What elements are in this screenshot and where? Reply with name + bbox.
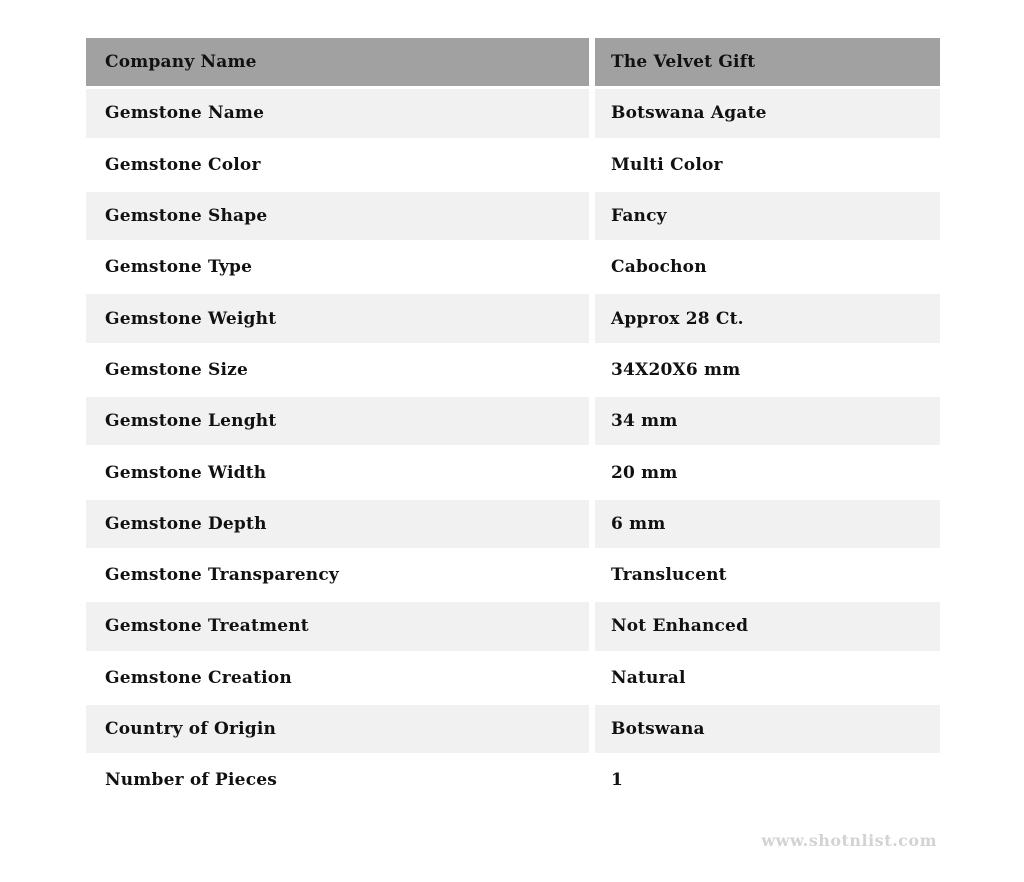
spec-value: Multi Color xyxy=(595,141,940,189)
spec-value: Fancy xyxy=(595,192,940,240)
table-row xyxy=(86,756,940,804)
table-row xyxy=(86,346,940,394)
spec-label: Gemstone Name xyxy=(86,89,589,137)
spec-value: Not Enhanced xyxy=(595,602,940,650)
spec-label: Gemstone Weight xyxy=(86,294,589,342)
spec-value: Natural xyxy=(595,654,940,702)
table-row xyxy=(86,89,940,137)
spec-value: 34 mm xyxy=(595,397,940,445)
table-row xyxy=(86,141,940,189)
spec-value: 6 mm xyxy=(595,500,940,548)
table-row xyxy=(86,551,940,599)
header-value: The Velvet Gift xyxy=(595,38,940,86)
spec-label: Gemstone Lenght xyxy=(86,397,589,445)
gemstone-spec-table xyxy=(86,38,940,807)
spec-label: Country of Origin xyxy=(86,705,589,753)
table-row xyxy=(86,500,940,548)
spec-label: Gemstone Transparency xyxy=(86,551,589,599)
table-row xyxy=(86,654,940,702)
spec-label: Gemstone Width xyxy=(86,448,589,496)
table-row xyxy=(86,602,940,650)
table-row xyxy=(86,705,940,753)
spec-label: Gemstone Type xyxy=(86,243,589,291)
spec-value: Cabochon xyxy=(595,243,940,291)
spec-label: Gemstone Color xyxy=(86,141,589,189)
spec-value: 1 xyxy=(595,756,940,804)
table-row xyxy=(86,397,940,445)
header-label: Company Name xyxy=(86,38,589,86)
table-row xyxy=(86,243,940,291)
spec-label: Gemstone Treatment xyxy=(86,602,589,650)
site-watermark: www.shotnlist.com xyxy=(761,831,937,850)
table-row xyxy=(86,448,940,496)
spec-label: Number of Pieces xyxy=(86,756,589,804)
spec-value: Botswana Agate xyxy=(595,89,940,137)
spec-label: Gemstone Size xyxy=(86,346,589,394)
spec-value: 20 mm xyxy=(595,448,940,496)
spec-value: Botswana xyxy=(595,705,940,753)
spec-label: Gemstone Creation xyxy=(86,654,589,702)
spec-label: Gemstone Shape xyxy=(86,192,589,240)
spec-label: Gemstone Depth xyxy=(86,500,589,548)
table-header-row xyxy=(86,38,940,86)
spec-value: 34X20X6 mm xyxy=(595,346,940,394)
table-row xyxy=(86,192,940,240)
table-row xyxy=(86,294,940,342)
spec-value: Approx 28 Ct. xyxy=(595,294,940,342)
spec-value: Translucent xyxy=(595,551,940,599)
